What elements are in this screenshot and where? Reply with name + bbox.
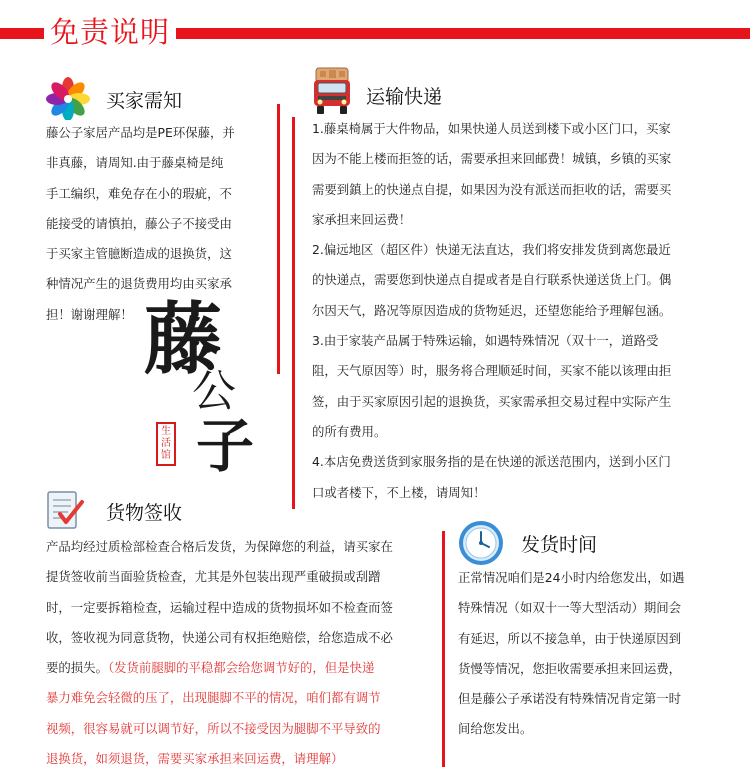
text-line: 但是藤公子承诺没有特殊情况肯定第一时 [458,691,682,707]
text-line-red: 视频，很容易就可以调节好，所以不接受因为腿脚不平导致的 [46,720,381,736]
delivery-truck-icon [310,66,354,116]
ship-time-title: 发货时间 [521,534,598,556]
text-line: 的快递点，需要您到快递点自提或者是自行联系快递送货上门。偶 [312,272,672,288]
text-line: 1.藤桌椅属于大件物品，如果快递人员送到楼下或小区门口，买家 [312,121,671,136]
text-line: 能接受的请慎拍，藤公子不接受由 [46,215,232,231]
text-line: 需要到鎮上的快递点自提，如果因为没有派送而拒收的话，需要买 [312,181,672,197]
text-line: 非真藤，请周知.由于藤桌椅是纯 [46,155,224,171]
text-line: 手工编织，难免存在小的瑕疵，不 [46,185,232,201]
text-line: 阻，天气原因等）时，服务将合理顺延时间，买家不能以该理由拒 [312,363,672,379]
logo-main-character: 藤 [144,294,223,385]
clock-icon [457,519,505,567]
text-line-red: 暴力难免会轻微的压了，出现腿脚不平的情况，咱们都有调节 [46,690,381,706]
text-line: 货慢等情况，您拒收需要承担来回运费， [458,660,682,676]
text-line: 4.本店免费送货到家服务指的是在快递的派送范围内，送到小区门 [312,454,671,470]
text-plain: 要的损失。 [46,660,108,676]
text-line: 间给您发出。 [458,721,533,737]
text-line: 因为不能上楼而拒签的话，需要承担来回邮费！城镇，乡镇的买家 [312,151,672,167]
text-line: 口或者楼下，不上楼，请周知！ [312,484,486,500]
text-line: 的所有费用。 [312,423,387,439]
receipt-text [46,532,442,774]
text-line: 藤公子家居产品均是PE环保藤，并 [46,125,235,140]
section-divider [442,531,445,767]
shipping-title: 运输快递 [366,86,443,108]
section-divider [292,117,295,509]
text-line: 有延迟，所以不接急单，由于快递原因到 [458,630,682,646]
text-line: 时，一定要拆箱检查，运输过程中造成的货物损坏如不检查而签 [46,599,393,615]
logo-third-character: 子 [196,412,255,480]
text-line: 种情况产生的退货费用均由买家承 [46,276,232,292]
text-line: 3.由于家装产品属于特殊运输，如遇特殊情况（双十一，道路受 [312,333,659,349]
header-rule-right [176,28,750,39]
text-line: 家承担来回运费！ [312,211,412,227]
text-line: 提货签收前当面验货检查，尤其是外包装出现严重破损或刮蹭 [46,569,381,585]
text-line-red: 退换货，如须退货，需要买家承担来回运费，请理解） [46,751,344,767]
receipt-title: 货物签收 [106,502,183,524]
text-line: 尔因天气，路况等原因造成的货物延迟，还望您能给予理解包涵。 [312,302,672,318]
text-line: 担！谢谢理解！ [46,306,133,322]
text-line: 于买家主管臆断造成的退换货，这 [46,246,232,262]
clipboard-check-icon [44,488,88,532]
text-line: 收，签收视为同意货物，快递公司有权拒绝赔偿，给您造成不必 [46,629,393,645]
ship-time-text [458,563,726,745]
text-line: 产品均经过质检部检查合格后发货，为保障您的利益，请买家在 [46,539,393,554]
text-line: 2.偏远地区（超区件）快递无法直达，我们将安排发货到离您最近 [312,242,671,258]
text-line: 正常情况咱们是24小时内给您发出，如遇 [458,570,685,585]
text-line [46,653,442,683]
text-line: 特殊情况（如双十一等大型活动）期间会 [458,600,682,616]
logo-seal-stamp: 生活馆 [156,422,176,466]
logo-second-character: 公 [192,366,236,417]
text-red-note: （发货前腿脚的平稳都会给您调节好的，但是快递 [107,660,375,676]
shipping-text [312,114,716,508]
color-fan-icon [46,76,90,120]
buyer-notice-title: 买家需知 [106,90,183,112]
text-line: 签，由于买家原因引起的退换货，买家需承担交易过程中实际产生 [312,393,672,409]
page-title: 免责说明 [50,15,171,49]
header-rule-left [0,28,44,39]
brand-calligraphy-logo [140,294,290,490]
